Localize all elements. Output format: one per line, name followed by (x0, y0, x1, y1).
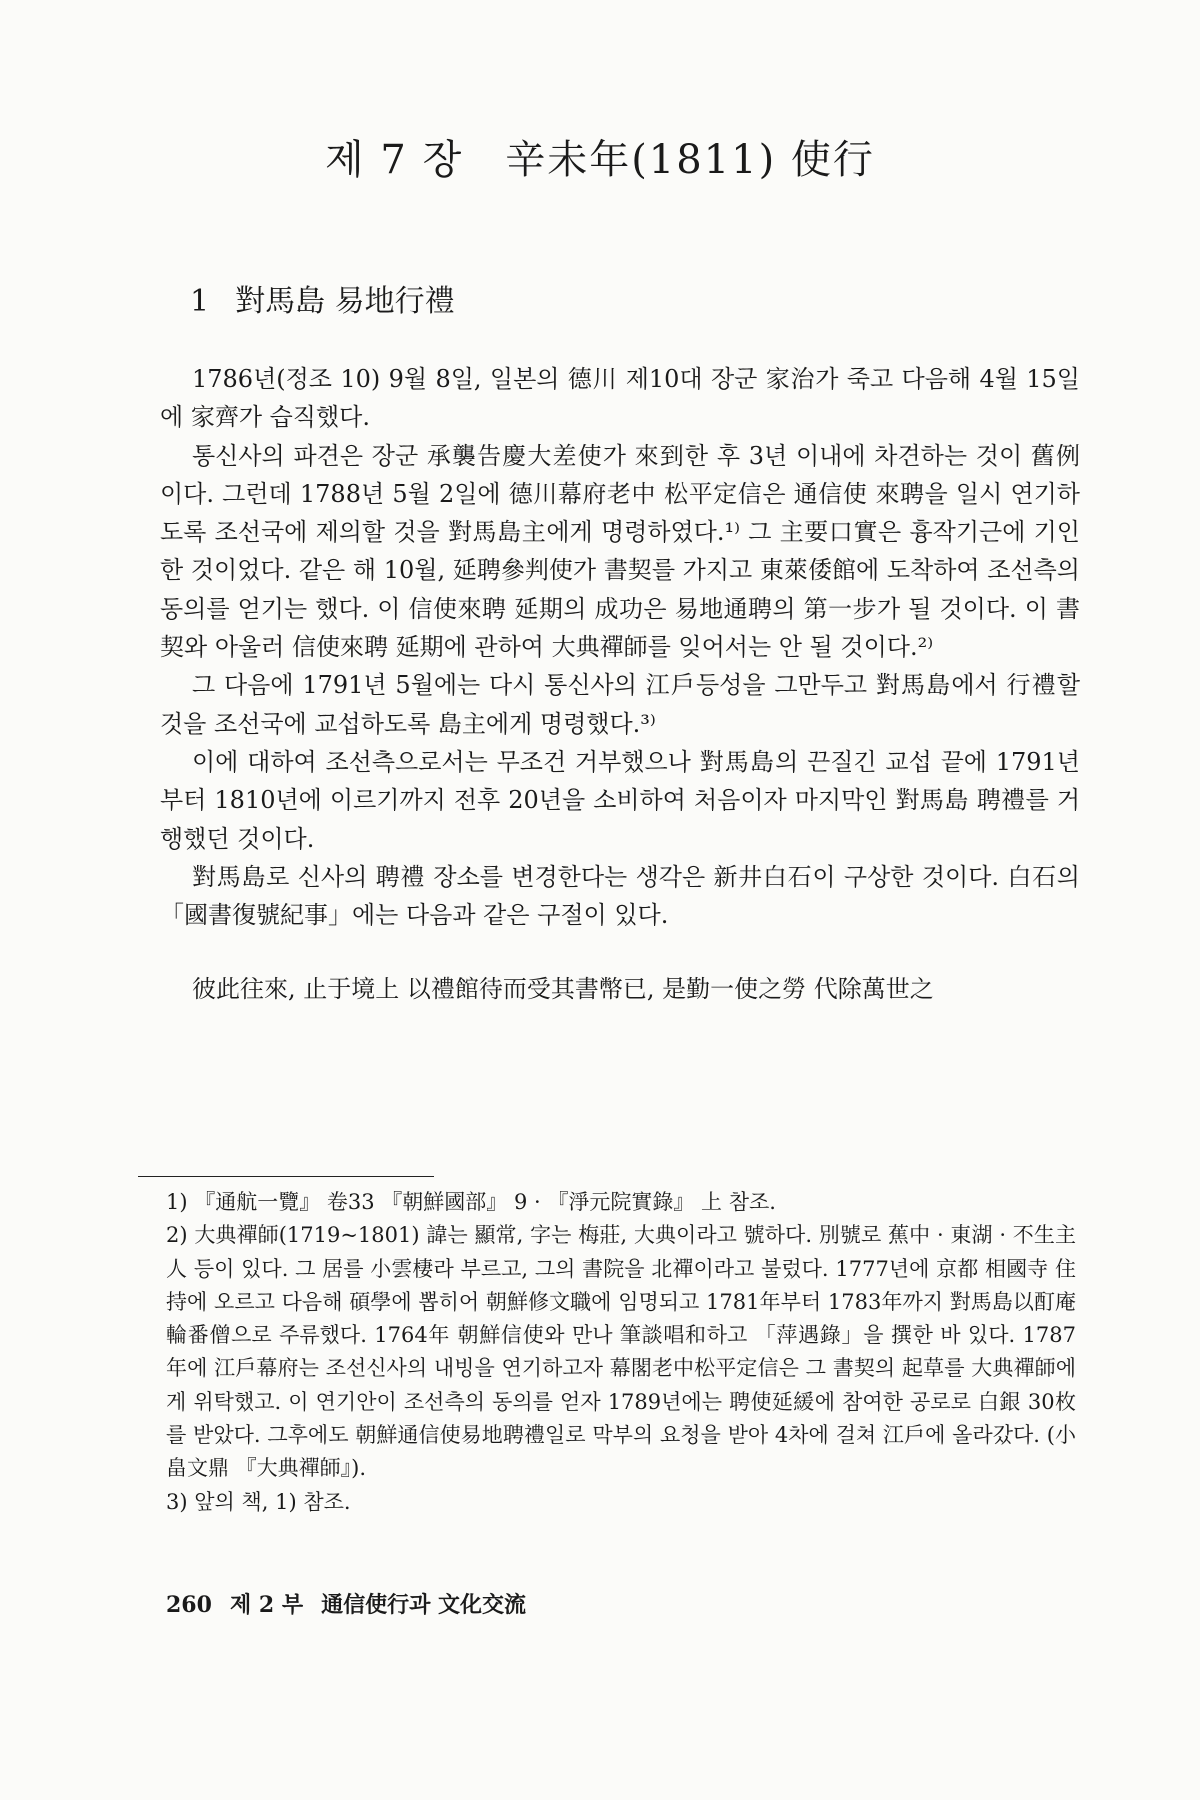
section-number: 1 (190, 284, 210, 319)
body-text (160, 360, 1080, 1008)
paragraph: 1786년(정조 10) 9월 8일, 일본의 德川 제10대 장군 家治가 죽고 다음해 4월 15일에 家齊가 습직했다. (160, 365, 1080, 432)
section-title: 對馬島 易地行禮 (235, 284, 455, 319)
part-label: 제 2 부 (229, 1592, 304, 1618)
footnotes (166, 1186, 1076, 1519)
chapter-title: 제 7 장 辛未年(1811) 使行 (325, 137, 875, 183)
paragraph: 통신사의 파견은 장군 承襲告慶大差使가 來到한 후 3년 이내에 차견하는 것이 舊例이다. 그런데 1788년 5월 2일에 德川幕府老中 松平定信은 通信使 來聘을 일시 연기하도록 조선국에 제의할 것을 對馬島主에게 명령하였다.¹⁾ 그 主要口實은 흉작기근에 기인한 것이었다. 같은 해 10월, 延聘參判使가 書契를 가지고 東萊倭館에 도착하여 조선측의 동의를 얻기는 했다. 이 信使來聘 延期의 成功은 易地通聘의 第一步가 될 것이다. 이 書契와 아울러 信使來聘 延期에 관하여 大典禪師를 잊어서는 안 될 것이다.²⁾ (160, 441, 1080, 662)
footnote-divider (138, 1176, 434, 1177)
block-quote: 彼此往來, 止于境上 以禮館待而受其書幣已, 是勤一使之勞 代除萬世之 (192, 975, 934, 1004)
part-title: 通信使行과 文化交流 (321, 1592, 526, 1618)
footnote: 2) 大典禪師(1719~1801) 諱는 顯常, 字는 梅莊, 大典이라고 號하다. 別號로 蕉中 · 東湖 · 不生主人 등이 있다. 그 居를 小雲棲라 부르고, 그의 書院을 北禪이라고 불렀다. 1777년에 京都 相國寺 住持에 오르고 다음해 碩學에 뽑히어 朝鮮修文職에 임명되고 1781年부터 1783年까지 對馬島以酊庵輪番僧으로 주류했다. 1764年 朝鮮信使와 만나 筆談唱和하고 「萍遇錄」을 撰한 바 있다. 1787年에 江戶幕府는 조선신사의 내빙을 연기하고자 幕閣老中松平定信은 그 書契의 起草를 大典禪師에게 위탁했고. 이 연기안이 조선측의 동의를 얻자 1789년에는 聘使延緩에 참여한 공로로 白銀 30枚를 받았다. 그후에도 朝鮮通信使易地聘禮일로 막부의 요청을 받아 4차에 걸쳐 江戶에 올라갔다. (小畠文鼎 『大典禪師』). (166, 1223, 1076, 1481)
paragraph: 이에 대하여 조선측으로서는 무조건 거부했으나 對馬島의 끈질긴 교섭 끝에 1791년부터 1810년에 이르기까지 전후 20년을 소비하여 처음이자 마지막인 對馬島 聘禮를 거행했던 것이다. (160, 747, 1080, 853)
page-number: 260 (166, 1592, 212, 1618)
footnote: 3) 앞의 책, 1) 참조. (166, 1489, 351, 1514)
section-heading (190, 276, 481, 320)
footnote: 1) 『通航一覽』 卷33 『朝鮮國部』 9 · 『淨元院實錄』 上 참조. (166, 1190, 776, 1214)
paragraph: 對馬島로 신사의 聘禮 장소를 변경한다는 생각은 新井白石이 구상한 것이다. 白石의 「國書復號紀事」에는 다음과 같은 구절이 있다. (160, 862, 1080, 930)
paragraph: 그 다음에 1791년 5월에는 다시 통신사의 江戶등성을 그만두고 對馬島에서 行禮할 것을 조선국에 교섭하도록 島主에게 명령했다.³⁾ (160, 671, 1080, 738)
running-footer (166, 1588, 544, 1619)
